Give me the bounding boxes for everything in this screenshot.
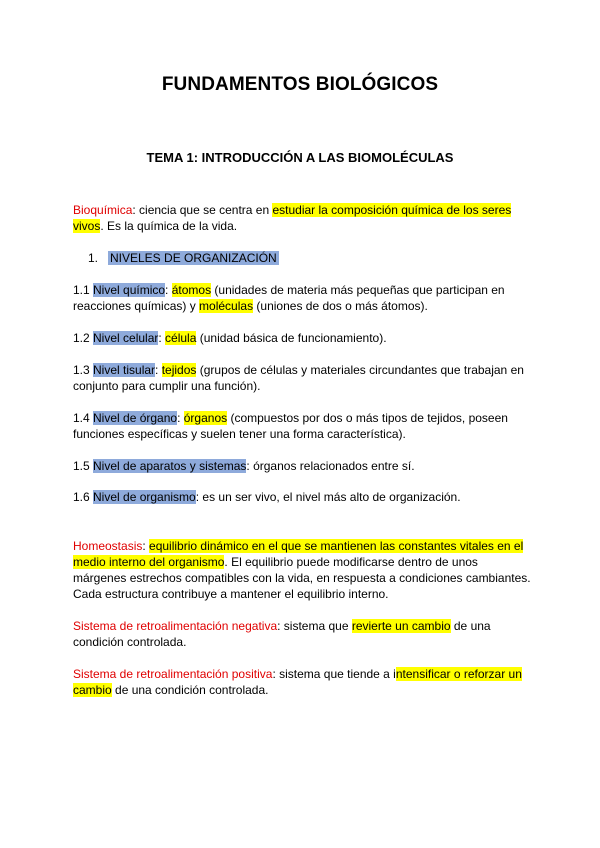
homeostasis-term: Homeostasis (73, 539, 143, 553)
negativa-paragraph (73, 618, 533, 650)
level-colon: : (165, 283, 172, 297)
bioquimica-highlight: estudiar la composición química de los seres vivos (73, 203, 512, 233)
negativa-text-1: : sistema que (277, 619, 352, 633)
topic-title: TEMA 1: INTRODUCCIÓN A LAS BIOMOLÉCULAS (146, 150, 454, 165)
level-number: 1.5 (73, 459, 94, 473)
negativa-highlight: revierte un cambio (351, 619, 451, 633)
positiva-text-1: : sistema que tiende a i (272, 667, 396, 681)
level-colon: : órganos relacionados entre sí. (246, 459, 415, 473)
level-colon: : (177, 411, 184, 425)
level-text-1: (grupos de células y materiales circundantes que trabajan en conjunto para cumplir una función). (73, 363, 524, 393)
level-highlight: tejidos (161, 363, 197, 377)
level-colon: : (158, 331, 166, 345)
level-number: 1.1 (73, 283, 94, 297)
level-highlight: célula (165, 331, 197, 345)
level-name: Nivel de órgano (93, 411, 178, 425)
homeostasis-paragraph (73, 538, 533, 602)
level-paragraph-6 (73, 489, 533, 505)
level-paragraph-2 (73, 330, 533, 346)
level-colon: : es un ser vivo, el nivel más alto de organización. (195, 490, 461, 504)
level-text-1: (compuestos por dos o más tipos de tejidos, poseen funciones específicas y suelen tener una forma característica). (73, 411, 508, 441)
level-paragraph-5 (73, 458, 533, 474)
section-heading-niveles (88, 250, 279, 266)
positiva-term: Sistema de retroalimentación positiva (73, 667, 273, 681)
level-number: 1.4 (73, 411, 94, 425)
level-number: 1.2 (73, 331, 94, 345)
section-label: NIVELES DE ORGANIZACIÓN (110, 251, 277, 265)
homeostasis-highlight: equilibrio dinámico en el que se mantienen las constantes vitales en el medio interno del organismo (73, 539, 524, 569)
positiva-text-2: de una condición controlada. (111, 683, 269, 697)
negativa-text-2: de una condición controlada. (73, 619, 491, 649)
level-paragraph-1 (73, 282, 533, 314)
level-name: Nivel de organismo (93, 490, 196, 504)
level-text-2: (uniones de dos o más átomos). (253, 299, 428, 313)
negativa-term: Sistema de retroalimentación negativa (73, 619, 278, 633)
bioquimica-term: Bioquímica (73, 203, 133, 217)
level-highlight: órganos (183, 411, 228, 425)
level-paragraph-3 (73, 362, 533, 394)
level-paragraph-4 (73, 410, 533, 442)
bioquimica-paragraph (73, 202, 533, 234)
level-highlight-2: moléculas (199, 299, 254, 313)
bioquimica-text-2: . Es la química de la vida. (100, 219, 238, 233)
level-number: 1.3 (73, 363, 94, 377)
level-number: 1.6 (73, 490, 94, 504)
bioquimica-text-1: : ciencia que se centra en (132, 203, 273, 217)
level-colon: : (155, 363, 162, 377)
level-name: Nivel químico (93, 283, 166, 297)
level-name: Nivel de aparatos y sistemas (93, 459, 247, 473)
homeostasis-text-2: . El equilibrio puede modificarse dentro de unos márgenes estrechos compatibles con la vida, en respuesta a condiciones cambiantes. Cada estructura contribuye a mantener el equilibrio interno. (73, 555, 531, 601)
level-highlight: átomos (171, 283, 212, 297)
level-text-1: (unidad básica de funcionamiento). (196, 331, 387, 345)
positiva-paragraph (73, 666, 533, 698)
positiva-highlight: ntensificar o reforzar un cambio (73, 667, 522, 697)
level-name: Nivel tisular (93, 363, 156, 377)
level-name: Nivel celular (93, 331, 159, 345)
document-title: FUNDAMENTOS BIOLÓGICOS (161, 74, 439, 95)
level-text-1: (unidades de materia más pequeñas que participan en reacciones químicas) y (73, 283, 505, 313)
homeostasis-text-1: : (142, 539, 150, 553)
section-number: 1. (88, 251, 99, 265)
